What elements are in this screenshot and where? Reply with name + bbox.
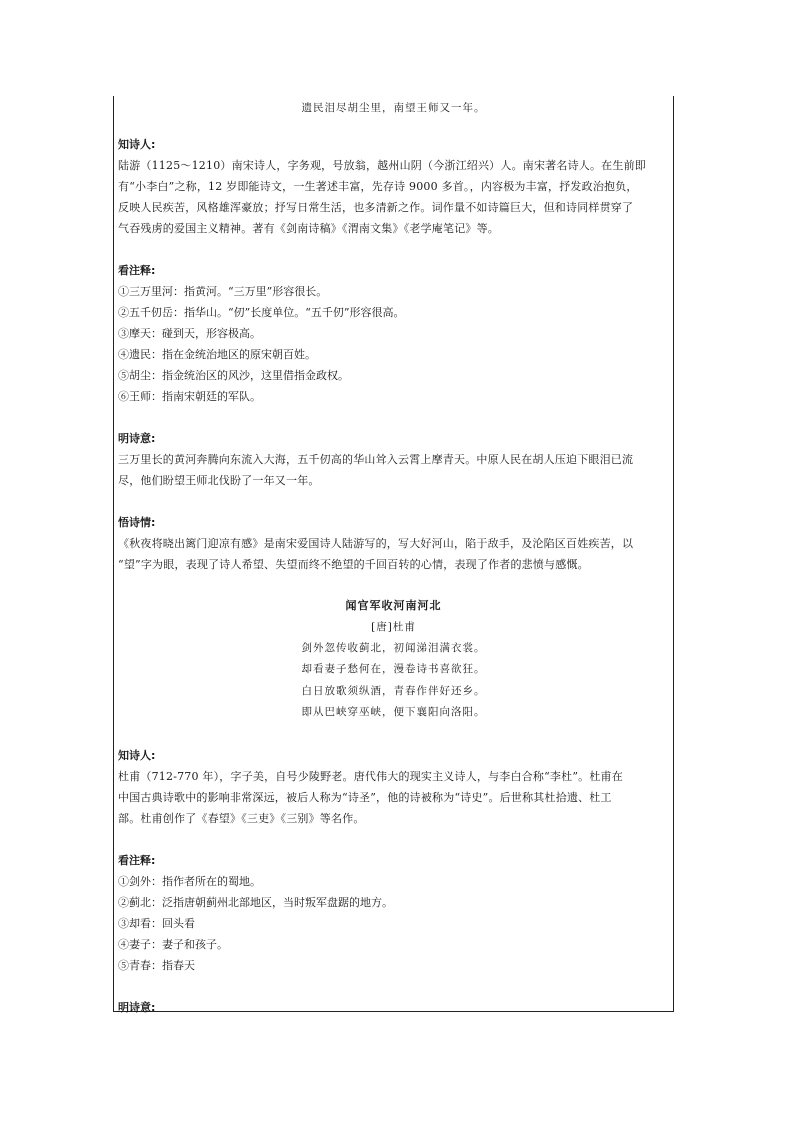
note-item: ④遗民：指在金统治地区的原宋朝百姓。 xyxy=(118,347,316,361)
document-content xyxy=(118,96,669,1018)
poem1-meaning-heading: 明诗意: xyxy=(118,431,156,445)
text-line: 中国古典诗歌中的影响非常深远，被后人称为“诗圣”，他的诗被称为“诗史”。后世称其杜拾遗、杜工 xyxy=(118,790,612,804)
text-line: 陆游（1125～1210）南宋诗人，字务观，号放翁，越州山阴（今浙江绍兴）人。南宋著名诗人。在生前即 xyxy=(118,158,646,172)
poem2-author: [唐]杜甫 xyxy=(371,620,416,633)
text-line: 部。杜甫创作了《春望》《三吏》《三别》等名作。 xyxy=(118,811,365,825)
poem-line: 即从巴峡穿巫峡，便下襄阳向洛阳。 xyxy=(301,706,486,718)
note-item: ③却看：回头看 xyxy=(118,916,195,930)
note-item: ④妻子：妻子和孩子。 xyxy=(118,937,228,951)
poem1-emotion-heading: 悟诗情: xyxy=(118,515,156,529)
poem2-know-poet-heading: 知诗人: xyxy=(118,748,156,762)
poem1-meaning-text xyxy=(118,449,669,491)
poem1-know-poet-text xyxy=(118,155,669,239)
note-item: ⑥王师：指南宋朝廷的军队。 xyxy=(118,389,261,403)
poem1-notes-heading: 看注释: xyxy=(118,263,156,277)
poem-line: 剑外忽传收蓟北，初闻涕泪满衣裳。 xyxy=(301,641,486,654)
text-line: 尽，他们盼望王师北伐盼了一年又一年。 xyxy=(118,473,320,487)
note-item: ⑤青春：指春天 xyxy=(118,958,195,972)
poem-line: 白日放歌须纵酒，青春作伴好还乡。 xyxy=(301,684,486,697)
poem2-title: 闻官军收河南河北 xyxy=(345,598,442,612)
note-item: ⑤胡尘：指金统治区的风沙，这里借指金政权。 xyxy=(118,368,349,382)
text-line: 气吞残虏的爱国主义精神。著有《剑南诗稿》《渭南文集》《老学庵笔记》等。 xyxy=(118,221,499,235)
note-item: ②蓟北：泛指唐朝蓟州北部地区，当时叛军盘踞的地方。 xyxy=(118,895,393,909)
note-item: ①三万里河：指黄河。“三万里”形容很长。 xyxy=(118,284,328,298)
note-item: ③摩天：碰到天，形容极高。 xyxy=(118,326,261,340)
poem2-body xyxy=(118,638,669,724)
document-frame xyxy=(113,96,674,1012)
poem2-notes-list xyxy=(118,871,669,976)
text-line: 三万里长的黄河奔腾向东流入大海，五千仞高的华山耸入云霄上摩青天。中原人民在胡人压迫下眼泪已流 xyxy=(118,452,634,466)
poem2-know-poet-text xyxy=(118,766,669,829)
poem2-meaning-heading: 明诗意: xyxy=(118,1000,156,1014)
poem-line: 却看妻子愁何在，漫卷诗书喜欲狂。 xyxy=(301,663,486,675)
text-line: 杜甫（712-770 年），字子美，自号少陵野老。唐代伟大的现实主义诗人，与李白合称“李杜”。杜甫在 xyxy=(118,769,623,783)
note-item: ②五千仞岳：指华山。“仞”长度单位。“五千仞”形容很高。 xyxy=(118,305,405,319)
text-line: “望”字为眼，表现了诗人希望、失望而终不绝望的千回百转的心情，表现了作者的悲愤与感慨。 xyxy=(118,557,589,571)
poem1-know-poet-heading: 知诗人: xyxy=(118,137,156,151)
poem1-emotion-text xyxy=(118,533,669,575)
text-line: 《秋夜将晓出篱门迎凉有感》是南宋爱国诗人陆游写的，写大好河山，陷于敌手，及沦陷区百姓疾苦，以 xyxy=(118,536,634,550)
text-line: 反映人民疾苦，风格雄浑豪放；抒写日常生活，也多清新之作。词作量不如诗篇巨大，但和诗同样贯穿了 xyxy=(118,200,634,214)
note-item: ①剑外：指作者所在的蜀地。 xyxy=(118,874,261,888)
poem1-last-line: 遗民泪尽胡尘里，南望王师又一年。 xyxy=(301,102,486,114)
text-line: 有“小李白”之称，12 岁即能诗文，一生著述丰富，先存诗 9000 多首。，内容极为丰富，抒发政治抱负， xyxy=(118,179,638,193)
poem1-notes-list xyxy=(118,281,669,407)
poem2-notes-heading: 看注释: xyxy=(118,853,156,867)
